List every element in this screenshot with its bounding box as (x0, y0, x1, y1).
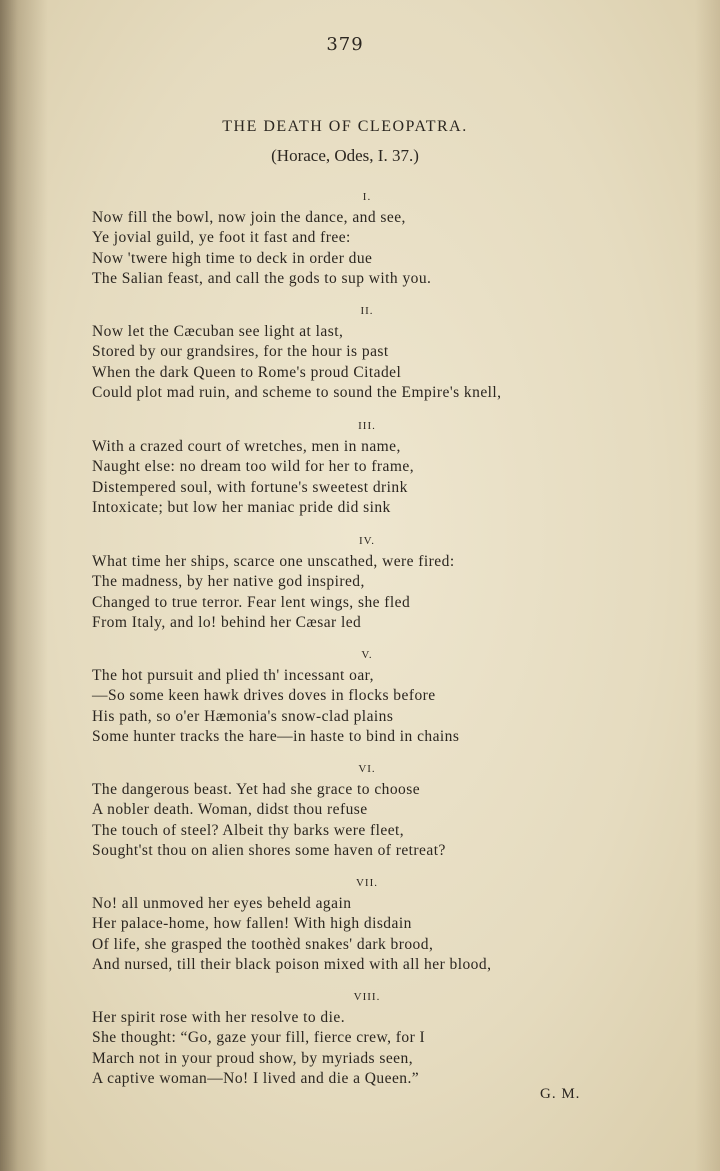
verse-line: The dangerous beast. Yet had she grace to choose (92, 781, 421, 798)
page-number: 379 (326, 34, 364, 55)
verse-line: Her palace-home, how fallen! With high disdain (92, 915, 412, 933)
verse-line: His path, so o'er Hæmonia's snow-clad plains (92, 707, 394, 725)
verse-line: From Italy, and lo! behind her Cæsar led (92, 613, 362, 631)
stanza-numeral: VI. (358, 763, 376, 775)
stanza-numeral: VIII. (353, 991, 381, 1003)
verse-line: A captive woman—No! I lived and die a Queen.” (92, 1069, 420, 1087)
stanza-1 (92, 186, 692, 289)
stanza-4 (92, 530, 692, 633)
verse-line: Ye jovial guild, ye foot it fast and free: (92, 229, 351, 247)
verse-line: Stored by our grandsires, for the hour is past (92, 343, 389, 361)
verse-line: And nursed, till their black poison mixed with all her blood, (92, 955, 492, 973)
stanza-numeral: V. (361, 649, 373, 661)
verse-line: Intoxicate; but low her maniac pride did sink (92, 498, 391, 516)
stanza-6 (92, 758, 692, 861)
verse-line: Naught else: no dream too wild for her to frame, (92, 458, 415, 476)
stanza-5 (92, 644, 692, 747)
stanza-7 (92, 872, 692, 975)
verse-line: Sought'st thou on alien shores some haven of retreat? (92, 841, 446, 859)
verse-line: When the dark Queen to Rome's proud Citadel (92, 363, 402, 381)
stanza-numeral: I. (362, 191, 372, 203)
stanza-numeral: III. (358, 420, 376, 432)
poem-title: THE DEATH OF CLEOPATRA. (222, 118, 468, 135)
verse-line: The touch of steel? Albeit thy barks were fleet, (92, 821, 405, 839)
verse-line: What time her ships, scarce one unscathed, were fired: (92, 553, 455, 570)
stanza-2 (92, 300, 692, 403)
verse-line: Of life, she grasped the toothèd snakes' dark brood, (92, 935, 434, 953)
verse-line: Now fill the bowl, now join the dance, and see, (92, 209, 406, 226)
stanza-numeral: II. (360, 305, 374, 317)
verse-line: Distempered soul, with fortune's sweetest drink (92, 478, 408, 496)
verse-line: No! all unmoved her eyes beheld again (92, 895, 352, 912)
verse-line: Changed to true terror. Fear lent wings, she fled (92, 593, 411, 611)
stanza-3 (92, 415, 692, 518)
stanza-numeral: IV. (359, 535, 375, 547)
stanza-8 (92, 986, 692, 1089)
verse-line: The Salian feast, and call the gods to sup with you. (92, 269, 432, 287)
verse-line: —So some keen hawk drives doves in flocks before (92, 687, 436, 705)
verse-line: March not in your proud show, by myriads seen, (92, 1049, 414, 1067)
verse-line: With a crazed court of wretches, men in name, (92, 438, 401, 455)
verse-line: Her spirit rose with her resolve to die. (92, 1009, 346, 1026)
verse-line: The hot pursuit and plied th' incessant oar, (92, 667, 374, 684)
poem-subtitle: (Horace, Odes, I. 37.) (271, 146, 419, 165)
verse-line: Now 'twere high time to deck in order due (92, 249, 373, 267)
verse-line: Some hunter tracks the hare—in haste to bind in chains (92, 727, 460, 745)
stanza-numeral: VII. (355, 877, 379, 889)
verse-line: Could plot mad ruin, and scheme to sound the Empire's knell, (92, 383, 502, 401)
verse-line: The madness, by her native god inspired, (92, 573, 365, 591)
author-signature: G. M. (540, 1086, 581, 1102)
verse-line: Now let the Cæcuban see light at last, (92, 323, 344, 340)
verse-line: She thought: “Go, gaze your fill, fierce crew, for I (92, 1029, 426, 1047)
verse-line: A nobler death. Woman, didst thou refuse (92, 801, 368, 819)
